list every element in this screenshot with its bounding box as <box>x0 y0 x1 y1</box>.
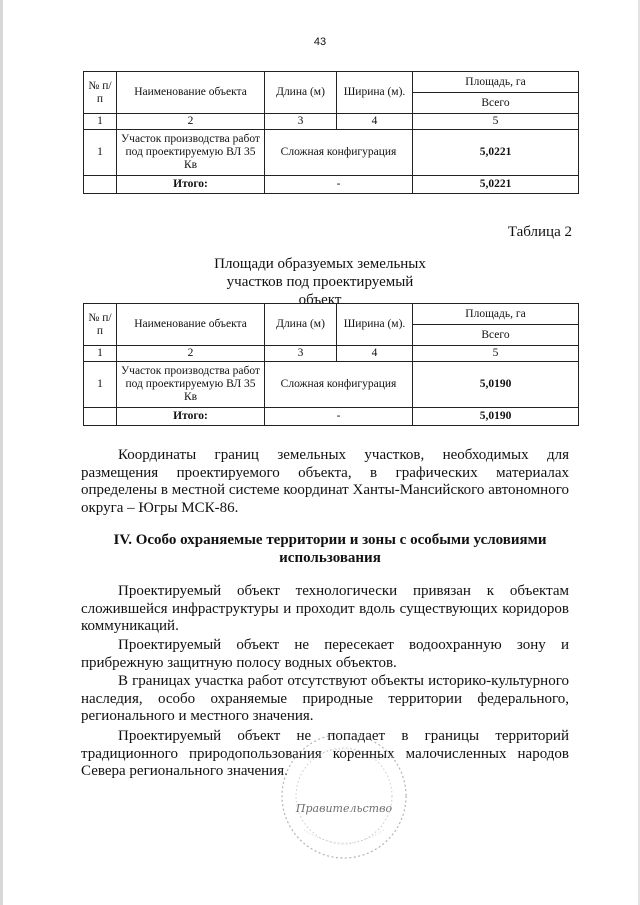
header-total-col: Всего <box>413 93 579 114</box>
row-config: Сложная конфигурация <box>265 130 413 176</box>
table-title: Площади образуемых земельных участков под проектируемый объект <box>214 256 426 308</box>
col-number: 1 <box>84 346 117 362</box>
row-area: 5,0190 <box>413 362 579 408</box>
col-number: 4 <box>337 114 413 130</box>
col-number: 5 <box>413 346 579 362</box>
col-number: 3 <box>265 346 337 362</box>
scan-edge-left <box>0 0 3 905</box>
paragraph-heritage: В границах участка работ отсутствуют объекты историко-культурного наследия, особо охраняемые природные территории федерального, регионального и местного значения. <box>81 673 569 724</box>
row-name: Участок производства работ под проектируемую ВЛ 35 Кв <box>117 130 265 176</box>
total-area: 5,0190 <box>413 408 579 426</box>
area-table-1 <box>83 71 579 194</box>
header-width: Ширина (м). <box>337 304 413 346</box>
coordinates-paragraph: Координаты границ земельных участков, необходимых для размещения проектируемого объекта, в графических материалах определены в местной системе координат Ханты-Мансийского автономного округа – Югры МСК-86. <box>81 447 569 516</box>
header-area: Площадь, га <box>413 304 579 325</box>
seal-stamp <box>278 730 410 862</box>
col-number: 1 <box>84 114 117 130</box>
header-num: № п/п <box>84 72 117 114</box>
paragraph-indigenous: Проектируемый объект не попадает в границы территорий традиционного природопользования коренных малочисленных народов Севера регионального значения. <box>81 728 569 779</box>
header-num: № п/п <box>84 304 117 346</box>
total-dash: - <box>265 408 413 426</box>
col-number: 4 <box>337 346 413 362</box>
header-length: Длина (м) <box>265 304 337 346</box>
col-number: 2 <box>117 114 265 130</box>
seal-stamp-graphic <box>278 730 410 862</box>
header-width: Ширина (м). <box>337 72 413 114</box>
paragraph-infrastructure: Проектируемый объект технологически привязан к объектам сложившейся инфраструктуры и проходит вдоль существующих коридоров коммуникаций. <box>81 583 569 634</box>
area-table-2 <box>83 303 579 426</box>
header-area: Площадь, га <box>413 72 579 93</box>
total-empty <box>84 408 117 426</box>
total-area: 5,0221 <box>413 176 579 194</box>
row-area: 5,0221 <box>413 130 579 176</box>
seal-stamp-text: Правительство <box>295 802 393 815</box>
col-number: 2 <box>117 346 265 362</box>
header-total-col: Всего <box>413 325 579 346</box>
total-label: Итого: <box>117 176 265 194</box>
col-number: 5 <box>413 114 579 130</box>
row-num: 1 <box>84 130 117 176</box>
header-length: Длина (м) <box>265 72 337 114</box>
total-label: Итого: <box>117 408 265 426</box>
table-caption: Таблица 2 <box>507 224 572 240</box>
total-dash: - <box>265 176 413 194</box>
row-num: 1 <box>84 362 117 408</box>
col-number: 3 <box>265 114 337 130</box>
section-heading: IV. Особо охраняемые территории и зоны с особыми условиями использования <box>113 532 547 566</box>
header-name: Наименование объекта <box>117 304 265 346</box>
total-empty <box>84 176 117 194</box>
header-name: Наименование объекта <box>117 72 265 114</box>
paragraph-water-zone: Проектируемый объект не пересекает водоохранную зону и прибрежную защитную полосу водных объектов. <box>81 637 569 671</box>
row-config: Сложная конфигурация <box>265 362 413 408</box>
page-number: 43 <box>313 36 327 48</box>
row-name: Участок производства работ под проектируемую ВЛ 35 Кв <box>117 362 265 408</box>
